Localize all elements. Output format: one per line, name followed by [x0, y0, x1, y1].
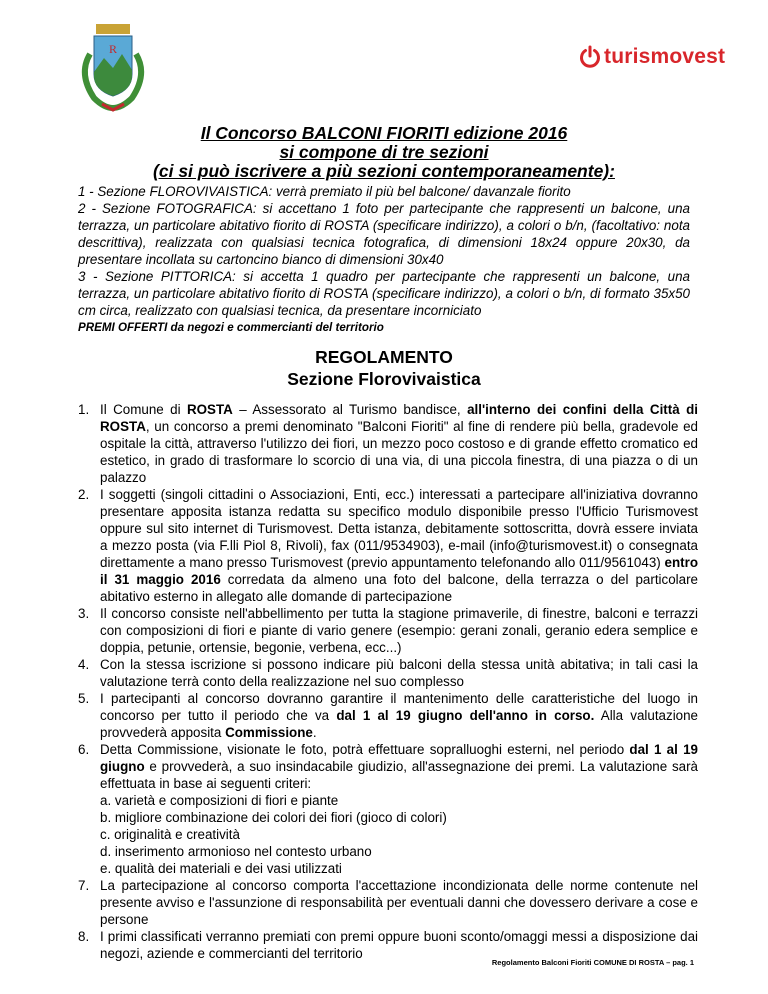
rule-text: Il Comune di — [100, 402, 187, 417]
rule-item — [78, 401, 698, 486]
rule-number: 5. — [78, 691, 90, 706]
rule-number: 3. — [78, 606, 90, 621]
rule-item — [78, 690, 698, 741]
rule-number: 8. — [78, 929, 90, 944]
power-icon — [578, 45, 602, 69]
regolamento-subtitle: Sezione Florovivaistica — [287, 369, 481, 389]
criterion-item: c. originalità e creatività — [100, 827, 240, 842]
rule-bold: entro il 31 maggio 2016 — [100, 555, 698, 587]
section-floro: 1 - Sezione FLOROVIVAISTICA: verrà premiato il più bel balcone/ davanzale fiorito — [78, 184, 571, 199]
rule-text: Con la stessa iscrizione si possono indicare più balconi della stessa unità abitativa; in tali casi la valutazione terrà conto della realizzazione nel suo complesso — [100, 657, 698, 689]
regolamento-heading — [0, 346, 768, 390]
section-pittorica: 3 - Sezione PITTORICA: si accetta 1 quadro per partecipante che rappresenti un balcone, una terrazza, un particolare abitativo fiorito di ROSTA (specificare indirizzo), a colori o b/n, di formato 35x50 cm circa, realizzato con qualsiasi tecnica, da presentare incorniciato — [78, 269, 690, 318]
rule-text: Alla valutazione provvederà apposita — [100, 708, 699, 740]
rule-item — [78, 741, 698, 877]
crest-letter: R — [108, 42, 118, 56]
rule-item — [78, 605, 698, 656]
criterion-item: d. inserimento armonioso nel contesto urbano — [100, 844, 372, 859]
rosta-coat-of-arms — [72, 24, 154, 116]
rule-bold: dal 1 al 19 giugno dell'anno in corso. — [336, 708, 595, 723]
rule-number: 1. — [78, 402, 90, 417]
rule-number: 2. — [78, 487, 90, 502]
title-line-2: si compone di tre sezioni — [279, 142, 489, 162]
contest-title — [0, 124, 768, 181]
rule-number: 4. — [78, 657, 90, 672]
rule-text: corredata da almeno una foto del balcone, della terrazza o del particolare abitativo esterno in allegato alle domande di partecipazione — [100, 572, 698, 604]
rule-bold: dal 1 al 19 giugno — [100, 742, 698, 774]
logo-text: turismovest — [604, 45, 726, 68]
rule-text: I primi classificati verranno premiati con premi oppure buoni sconto/omaggi messi a disposizione dai negozi, aziende e commercianti del territorio — [100, 929, 698, 961]
rule-text: I partecipanti al concorso dovranno garantire il mantenimento delle caratteristiche del luogo in concorso per tutto il periodo che va — [100, 691, 698, 723]
rule-bold: ROSTA — [186, 402, 233, 417]
rule-text: , un concorso a premi denominato "Balconi Fioriti" al fine di rendere più bella, gradevole ed ospitale la città, attraverso l'utilizzo dei fiori, un mezzo poco costoso e di grande effetto cromatico ed estetico, in grado di trasformare lo scorcio di una via, di una piccola finestra, di una piazza o di un palazzo — [100, 419, 698, 485]
rule-text: e provvederà, a suo insindacabile giudizio, all'assegnazione dei premi. La valutazione sarà effettuata in base ai seguenti criteri: — [100, 759, 698, 791]
criterion-item: e. qualità dei materiali e dei vasi utilizzati — [100, 861, 342, 876]
rule-item — [78, 486, 698, 605]
criterion-item: b. migliore combinazione dei colori dei fiori (gioco di colori) — [100, 810, 447, 825]
rule-text: – Assessorato al Turismo bandisce, — [232, 402, 468, 417]
turismovest-logo — [578, 42, 725, 72]
title-line-3: (ci si può iscrivere a più sezioni contemporaneamente): — [153, 161, 615, 181]
rule-text: Il concorso consiste nell'abbellimento per tutta la stagione primaverile, di finestre, balconi e terrazzi con composizioni di fiori e piante di vario genere (esempio: gerani zonali, geranio edera semplice e doppia, petunie, ortensie, begonie, verbena, ecc...) — [100, 606, 698, 655]
rule-item — [78, 656, 698, 690]
rule-number: 7. — [78, 878, 90, 893]
criterion-item: a. varietà e composizioni di fiori e piante — [100, 793, 339, 808]
rule-text: I soggetti (singoli cittadini o Associazioni, Enti, ecc.) interessati a partecipare all'iniziativa dovranno presentare apposita istanza redatta su specifico modulo disponibile presso l'Ufficio Turismovest oppure sul sito internet di Turismovest. Detta istanza, debitamente sottoscritta, dovrà essere inviata a mezzo posta (via F.lli Piol 8, Rivoli), fax (011/9534903), e-mail (info@turismovest.it) o consegnata direttamente a mano presso Turismovest (previo appuntamento telefonando allo 011/9561043) — [100, 487, 698, 570]
prizes-note: PREMI OFFERTI da negozi e commercianti del territorio — [78, 321, 384, 334]
rule-text: La partecipazione al concorso comporta l'accettazione incondizionata delle norme contenute nel presente avviso e l'assunzione di responsabilità per eventuali danni che dovessero derivare a cose e persone — [100, 878, 698, 927]
rule-item — [78, 877, 698, 928]
rules-list — [78, 401, 698, 962]
title-line-1: Il Concorso BALCONI FIORITI edizione 2016 — [200, 123, 568, 143]
rule-text: Detta Commissione, visionate le foto, potrà effettuare sopralluoghi esterni, nel periodo — [100, 742, 630, 757]
section-foto: 2 - Sezione FOTOGRAFICA: si accettano 1 foto per partecipante che rappresenti un balcone, una terrazza, un particolare abitativo fiorito di ROSTA (specificare indirizzo), a colori o b/n, (facoltativo: nota descrittiva), realizzata con qualsiasi tecnica fotografica, di dimensioni 18x24 oppure 20x30, da presentare incollata su cartoncino bianco di dimensioni 30x40 — [78, 201, 690, 267]
page-footer: Regolamento Balconi Fioriti COMUNE DI ROSTA – pag. 1 — [491, 958, 694, 967]
rule-text: . — [312, 725, 317, 740]
sections-list — [78, 183, 690, 336]
rule-number: 6. — [78, 742, 90, 757]
rule-bold: all'interno dei confini della Città di ROSTA — [100, 402, 698, 434]
rule-item — [78, 928, 698, 962]
rule-bold: Commissione — [225, 725, 313, 740]
regolamento-title: REGOLAMENTO — [315, 347, 453, 367]
